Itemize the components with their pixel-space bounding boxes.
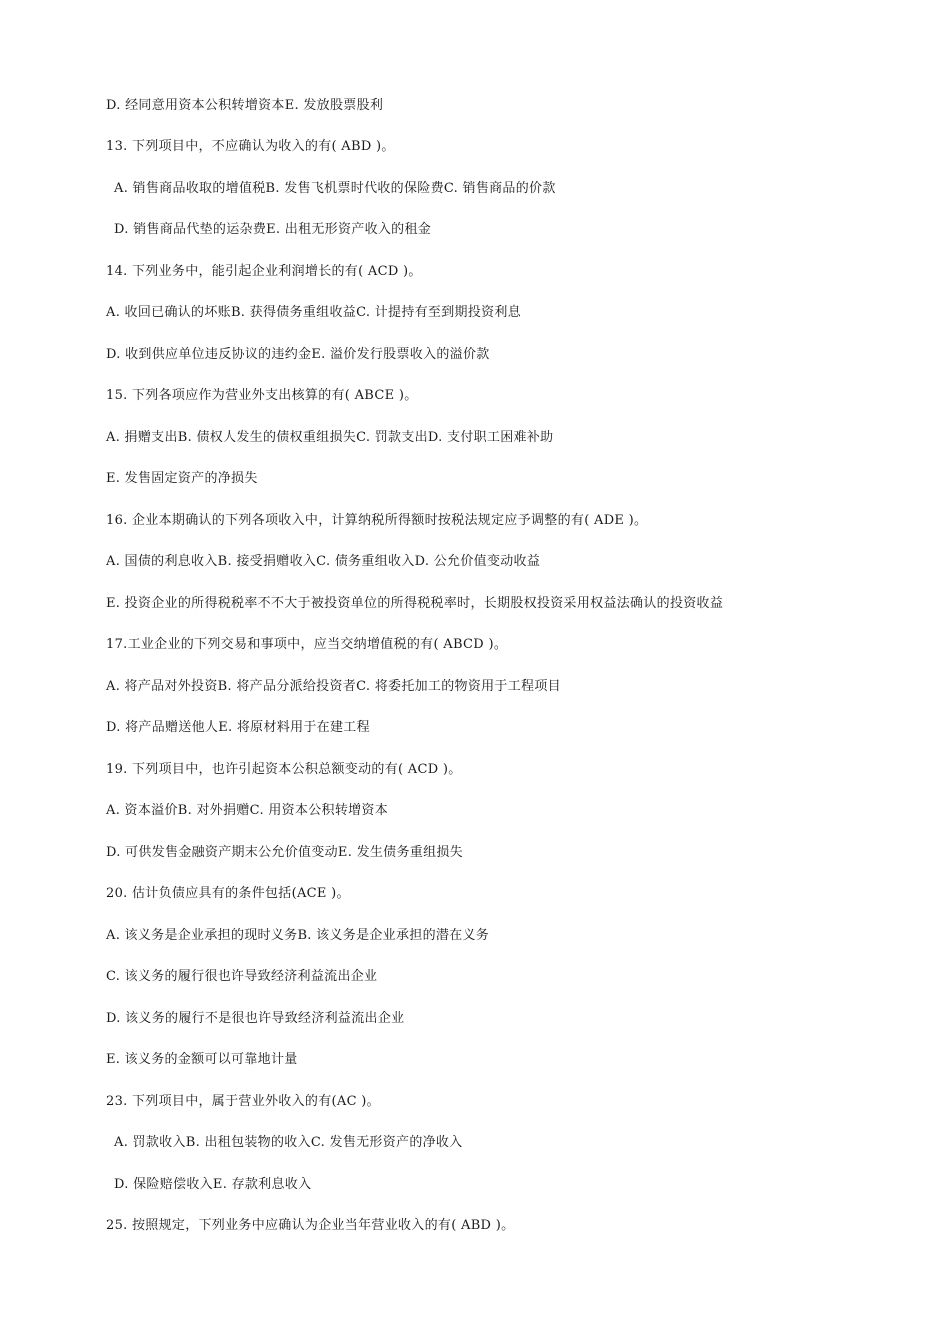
question-15: 15. 下列各项应作为营业外支出核算的有( ABCE )。 — [106, 388, 418, 403]
question-17-options-abc: A. 将产品对外投资B. 将产品分派给投资者C. 将委托加工的物资用于工程项目 — [106, 679, 561, 694]
text-line: D. 经同意用资本公积转增资本E. 发放股票股利 — [106, 98, 384, 113]
question-19-options-de: D. 可供发售金融资产期末公允价值变动E. 发生债务重组损失 — [106, 845, 463, 860]
question-17: 17.工业企业的下列交易和事项中，应当交纳增值税的有( ABCD )。 — [106, 637, 508, 652]
question-14: 14. 下列业务中，能引起企业利润增长的有( ACD )。 — [106, 264, 422, 279]
question-23: 23. 下列项目中，属于营业外收入的有(AC )。 — [106, 1094, 380, 1109]
question-15-options-abcd: A. 捐赠支出B. 债权人发生的债权重组损失C. 罚款支出D. 支付职工困难补助 — [106, 430, 554, 445]
question-13-options-abc: A. 销售商品收取的增值税B. 发售飞机票时代收的保险费C. 销售商品的价款 — [114, 181, 556, 196]
question-20-option-c: C. 该义务的履行很也许导致经济利益流出企业 — [106, 969, 378, 984]
question-19-options-abc: A. 资本溢价B. 对外捐赠C. 用资本公积转增资本 — [106, 803, 389, 818]
question-13-options-de: D. 销售商品代垫的运杂费E. 出租无形资产收入的租金 — [114, 222, 432, 237]
question-16: 16. 企业本期确认的下列各项收入中，计算纳税所得额时按税法规定应予调整的有( ADE )。 — [106, 513, 648, 528]
question-23-options-abc: A. 罚款收入B. 出租包装物的收入C. 发售无形资产的净收入 — [114, 1135, 463, 1150]
question-16-options-abcd: A. 国债的利息收入B. 接受捐赠收入C. 债务重组收入D. 公允价值变动收益 — [106, 554, 541, 569]
question-14-options-de: D. 收到供应单位违反协议的违约金E. 溢价发行股票收入的溢价款 — [106, 347, 490, 362]
question-14-options-abc: A. 收回已确认的坏账B. 获得债务重组收益C. 计提持有至到期投资利息 — [106, 305, 522, 320]
question-20-option-d: D. 该义务的履行不是很也许导致经济利益流出企业 — [106, 1011, 405, 1026]
question-25: 25. 按照规定，下列业务中应确认为企业当年营业收入的有( ABD )。 — [106, 1218, 515, 1233]
question-19: 19. 下列项目中，也许引起资本公积总额变动的有( ACD )。 — [106, 762, 462, 777]
question-16-option-e: E. 投资企业的所得税税率不不大于被投资单位的所得税税率时，长期股权投资采用权益法确认的投资收益 — [106, 596, 724, 611]
question-15-option-e: E. 发售固定资产的净损失 — [106, 471, 258, 486]
question-13: 13. 下列项目中，不应确认为收入的有( ABD )。 — [106, 139, 395, 154]
question-17-options-de: D. 将产品赠送他人E. 将原材料用于在建工程 — [106, 720, 370, 735]
question-20-option-e: E. 该义务的金额可以可靠地计量 — [106, 1052, 298, 1067]
question-23-options-de: D. 保险赔偿收入E. 存款利息收入 — [114, 1177, 312, 1192]
question-20-options-ab: A. 该义务是企业承担的现时义务B. 该义务是企业承担的潜在义务 — [106, 928, 490, 943]
question-20: 20. 估计负债应具有的条件包括(ACE )。 — [106, 886, 350, 901]
